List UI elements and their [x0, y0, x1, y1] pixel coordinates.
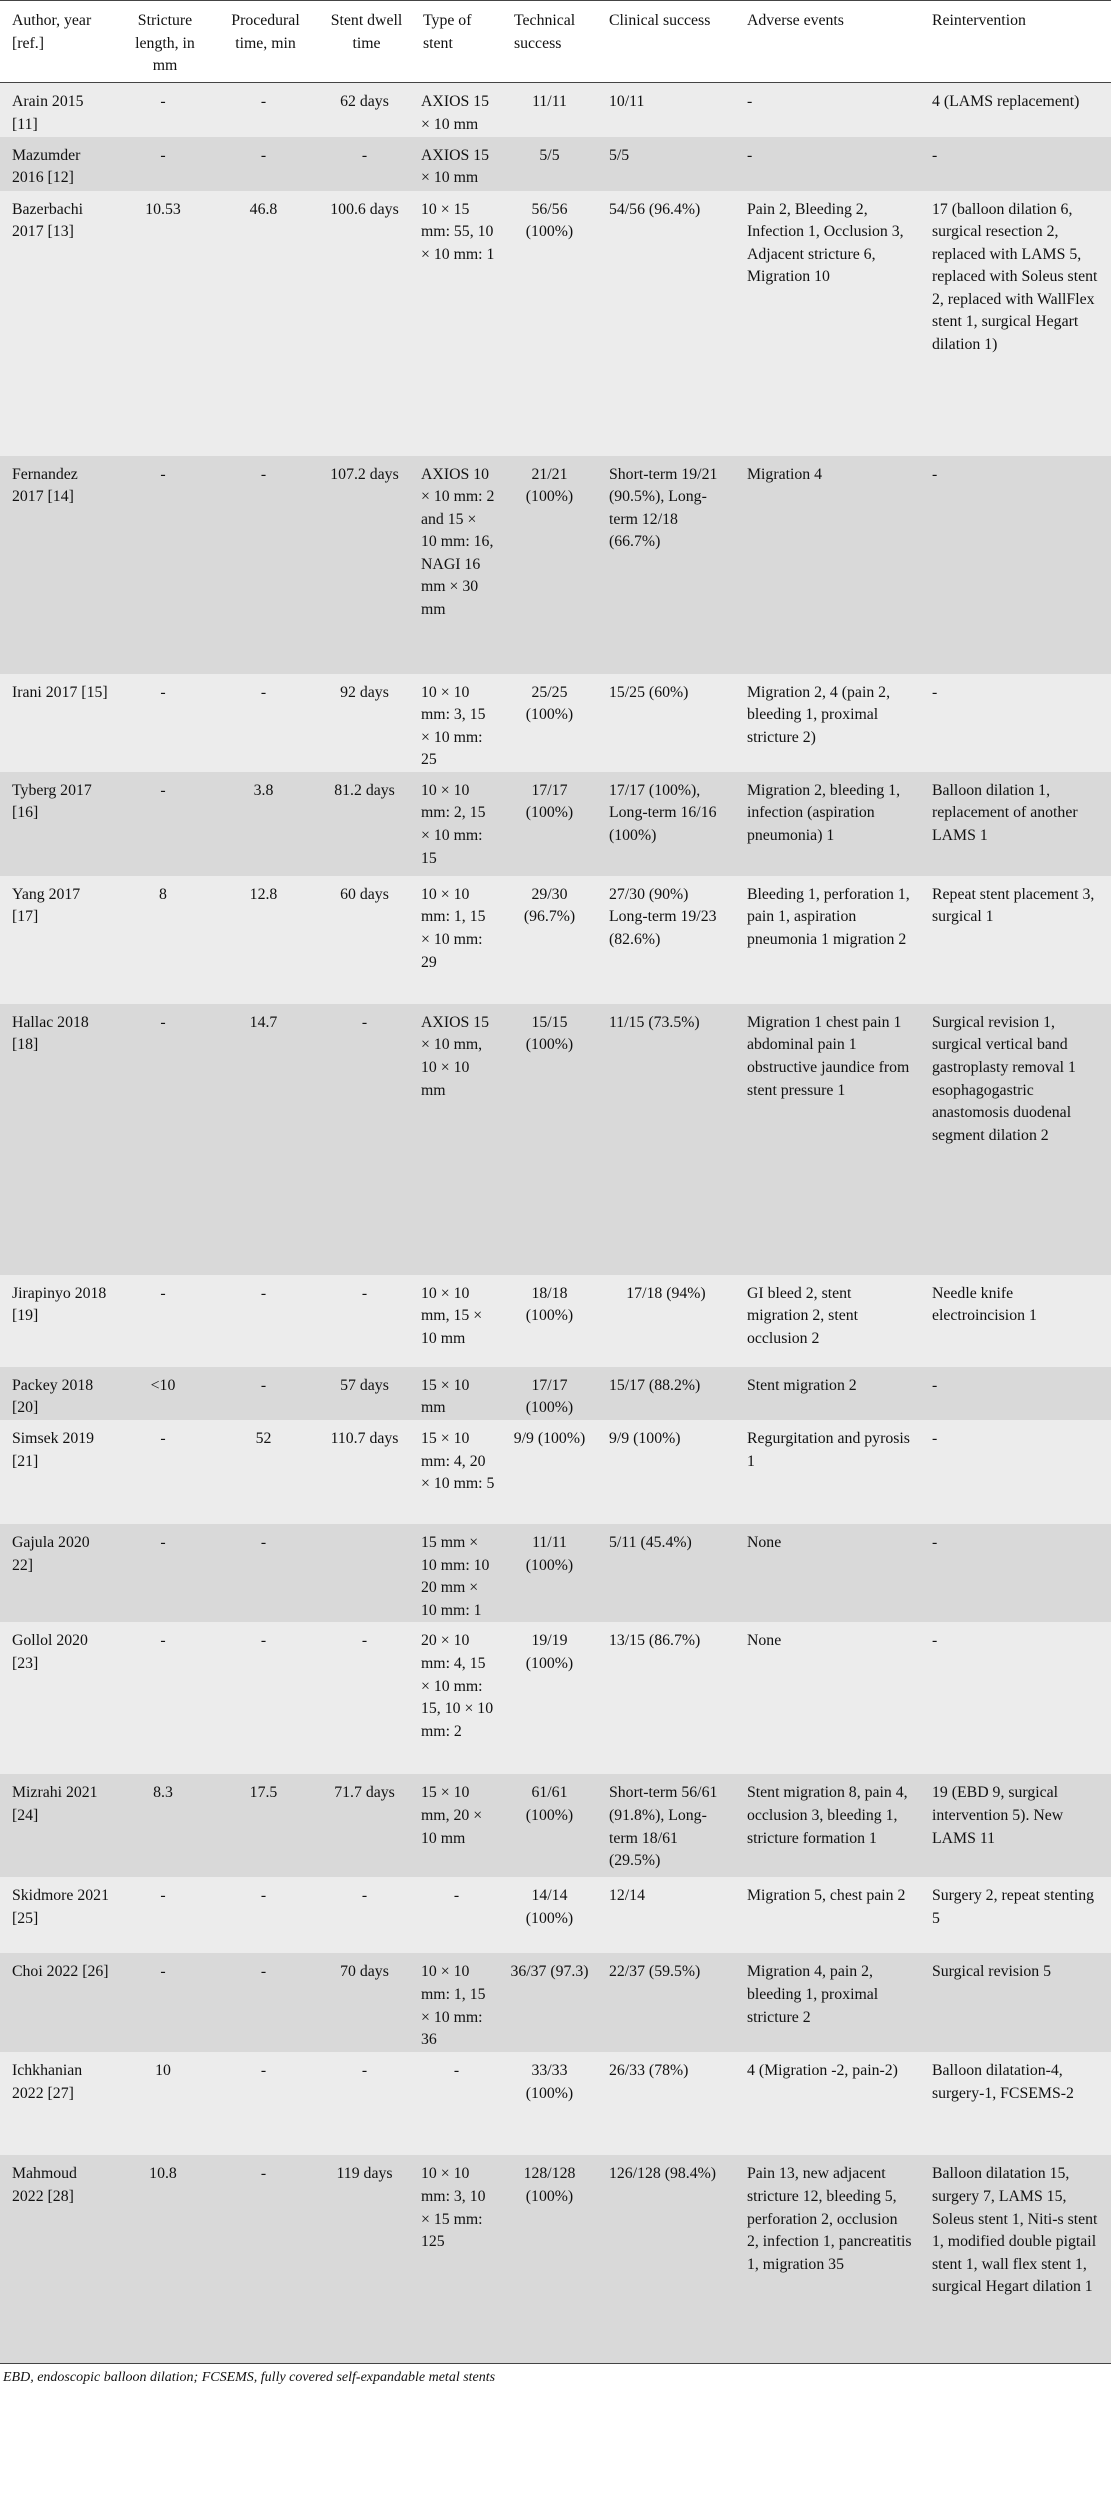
cell-type-of-stent: 10 × 10 mm, 15 × 10 mm	[411, 1275, 502, 1367]
header-type-of-stent: Type of stent	[411, 1, 502, 83]
cell-procedural-time: -	[209, 1524, 318, 1622]
cell-type-of-stent: 10 × 10 mm: 1, 15 × 10 mm: 36	[411, 1953, 502, 2052]
table-row	[0, 1622, 1111, 1774]
cell-technical-success: 36/37 (97.3)	[502, 1953, 597, 2052]
cell-procedural-time: -	[209, 456, 318, 674]
table-row	[0, 1524, 1111, 1622]
cell-stricture-length: -	[117, 1524, 209, 1622]
cell-author: Skidmore 2021 [25]	[0, 1877, 117, 1953]
cell-adverse-events: 4 (Migration -2, pain-2)	[735, 2052, 920, 2155]
cell-stricture-length: -	[117, 1877, 209, 1953]
cell-adverse-events: -	[735, 83, 920, 137]
cell-author: Ichkhanian 2022 [27]	[0, 2052, 117, 2155]
cell-technical-success: 61/61 (100%)	[502, 1774, 597, 1877]
cell-dwell-time: 62 days	[318, 83, 411, 137]
cell-procedural-time: -	[209, 137, 318, 191]
cell-reintervention: -	[920, 137, 1111, 191]
cell-dwell-time: -	[318, 1275, 411, 1367]
cell-reintervention: Balloon dilatation 15, surgery 7, LAMS 15, Soleus stent 1, Niti-s stent 1, modified double pigtail stent 1, wall flex stent 1, surgical Hegart dilation 1	[920, 2155, 1111, 2363]
cell-technical-success: 56/56 (100%)	[502, 191, 597, 456]
cell-stricture-length: -	[117, 83, 209, 137]
cell-procedural-time: -	[209, 1367, 318, 1420]
cell-type-of-stent: AXIOS 15 × 10 mm	[411, 137, 502, 191]
table-row	[0, 191, 1111, 456]
cell-type-of-stent: 15 × 10 mm, 20 × 10 mm	[411, 1774, 502, 1877]
cell-clinical-success: 13/15 (86.7%)	[597, 1622, 735, 1774]
cell-reintervention: 4 (LAMS replacement)	[920, 83, 1111, 137]
cell-type-of-stent: 20 × 10 mm: 4, 15 × 10 mm: 15, 10 × 10 mm: 2	[411, 1622, 502, 1774]
table-row	[0, 1953, 1111, 2052]
cell-stricture-length: 8	[117, 876, 209, 1004]
cell-procedural-time: -	[209, 1953, 318, 2052]
cell-reintervention: Surgery 2, repeat stenting 5	[920, 1877, 1111, 1953]
cell-technical-success: 17/17 (100%)	[502, 772, 597, 876]
table-row	[0, 1877, 1111, 1953]
cell-stricture-length: 10.53	[117, 191, 209, 456]
cell-dwell-time: -	[318, 2052, 411, 2155]
table-row	[0, 1367, 1111, 1420]
cell-author: Mahmoud 2022 [28]	[0, 2155, 117, 2363]
cell-dwell-time: 81.2 days	[318, 772, 411, 876]
cell-author: Gollol 2020 [23]	[0, 1622, 117, 1774]
cell-author: Fernandez 2017 [14]	[0, 456, 117, 674]
cell-dwell-time: 107.2 days	[318, 456, 411, 674]
cell-technical-success: 15/15 (100%)	[502, 1004, 597, 1275]
table-row	[0, 1420, 1111, 1524]
cell-type-of-stent: 10 × 10 mm: 1, 15 × 10 mm: 29	[411, 876, 502, 1004]
cell-adverse-events: Migration 4, pain 2, bleeding 1, proximal stricture 2	[735, 1953, 920, 2052]
table-row	[0, 1275, 1111, 1367]
cell-clinical-success: 17/18 (94%)	[597, 1275, 735, 1367]
header-stent-dwell-time: Stent dwell time	[318, 1, 411, 83]
table-row	[0, 2155, 1111, 2363]
cell-technical-success: 21/21 (100%)	[502, 456, 597, 674]
cell-technical-success: 11/11 (100%)	[502, 1524, 597, 1622]
cell-adverse-events: Migration 2, 4 (pain 2, bleeding 1, proximal stricture 2)	[735, 674, 920, 772]
cell-procedural-time: -	[209, 2052, 318, 2155]
cell-type-of-stent: 10 × 10 mm: 3, 15 × 10 mm: 25	[411, 674, 502, 772]
cell-type-of-stent: AXIOS 15 × 10 mm, 10 × 10 mm	[411, 1004, 502, 1275]
cell-clinical-success: 15/25 (60%)	[597, 674, 735, 772]
cell-adverse-events: Migration 5, chest pain 2	[735, 1877, 920, 1953]
header-adverse-events: Adverse events	[735, 1, 920, 83]
cell-author: Choi 2022 [26]	[0, 1953, 117, 2052]
cell-technical-success: 11/11	[502, 83, 597, 137]
cell-clinical-success: Short-term 19/21 (90.5%), Long-term 12/18 (66.7%)	[597, 456, 735, 674]
table-row	[0, 83, 1111, 137]
cell-dwell-time: -	[318, 1877, 411, 1953]
cell-reintervention: Needle knife electroincision 1	[920, 1275, 1111, 1367]
cell-stricture-length: 8.3	[117, 1774, 209, 1877]
cell-adverse-events: None	[735, 1622, 920, 1774]
cell-procedural-time: 12.8	[209, 876, 318, 1004]
cell-procedural-time: -	[209, 1877, 318, 1953]
cell-clinical-success: Short-term 56/61 (91.8%), Long-term 18/61 (29.5%)	[597, 1774, 735, 1877]
cell-type-of-stent: -	[411, 1877, 502, 1953]
cell-adverse-events: Pain 13, new adjacent stricture 12, bleeding 5, perforation 2, occlusion 2, infection 1, pancreatitis 1, migration 35	[735, 2155, 920, 2363]
cell-dwell-time	[318, 1524, 411, 1622]
cell-dwell-time: 110.7 days	[318, 1420, 411, 1524]
cell-reintervention: Surgical revision 5	[920, 1953, 1111, 2052]
cell-clinical-success: 22/37 (59.5%)	[597, 1953, 735, 2052]
cell-adverse-events: Bleeding 1, perforation 1, pain 1, aspiration pneumonia 1 migration 2	[735, 876, 920, 1004]
cell-technical-success: 14/14 (100%)	[502, 1877, 597, 1953]
cell-type-of-stent: AXIOS 10 × 10 mm: 2 and 15 × 10 mm: 16, NAGI 16 mm × 30 mm	[411, 456, 502, 674]
cell-stricture-length: -	[117, 456, 209, 674]
cell-procedural-time: 52	[209, 1420, 318, 1524]
cell-author: Arain 2015 [11]	[0, 83, 117, 137]
cell-adverse-events: Migration 2, bleeding 1, infection (aspiration pneumonia) 1	[735, 772, 920, 876]
cell-type-of-stent: 10 × 10 mm: 2, 15 × 10 mm: 15	[411, 772, 502, 876]
cell-dwell-time: 70 days	[318, 1953, 411, 2052]
cell-clinical-success: 126/128 (98.4%)	[597, 2155, 735, 2363]
header-procedural-time: Procedural time, min	[209, 1, 318, 83]
cell-reintervention: -	[920, 456, 1111, 674]
cell-dwell-time: 100.6 days	[318, 191, 411, 456]
cell-author: Packey 2018 [20]	[0, 1367, 117, 1420]
cell-procedural-time: -	[209, 83, 318, 137]
table-row	[0, 674, 1111, 772]
cell-author: Hallac 2018 [18]	[0, 1004, 117, 1275]
cell-technical-success: 9/9 (100%)	[502, 1420, 597, 1524]
cell-stricture-length: -	[117, 1004, 209, 1275]
table-row	[0, 772, 1111, 876]
cell-clinical-success: 9/9 (100%)	[597, 1420, 735, 1524]
cell-author: Gajula 2020 22]	[0, 1524, 117, 1622]
cell-clinical-success: 10/11	[597, 83, 735, 137]
cell-dwell-time: 119 days	[318, 2155, 411, 2363]
cell-clinical-success: 12/14	[597, 1877, 735, 1953]
cell-reintervention: -	[920, 674, 1111, 772]
cell-clinical-success: 27/30 (90%) Long-term 19/23 (82.6%)	[597, 876, 735, 1004]
cell-type-of-stent: 10 × 15 mm: 55, 10 × 10 mm: 1	[411, 191, 502, 456]
table-row	[0, 2052, 1111, 2155]
cell-type-of-stent: -	[411, 2052, 502, 2155]
cell-procedural-time: -	[209, 2155, 318, 2363]
table-header-row	[0, 1, 1111, 83]
cell-reintervention: 17 (balloon dilation 6, surgical resection 2, replaced with LAMS 5, replaced with Soleus stent 2, replaced with WallFlex stent 1, surgical Hegart dilation 1)	[920, 191, 1111, 456]
cell-dwell-time: 71.7 days	[318, 1774, 411, 1877]
cell-stricture-length: -	[117, 674, 209, 772]
cell-type-of-stent: AXIOS 15 × 10 mm	[411, 83, 502, 137]
cell-clinical-success: 17/17 (100%), Long-term 16/16 (100%)	[597, 772, 735, 876]
cell-technical-success: 18/18 (100%)	[502, 1275, 597, 1367]
cell-clinical-success: 15/17 (88.2%)	[597, 1367, 735, 1420]
cell-dwell-time: 60 days	[318, 876, 411, 1004]
cell-type-of-stent: 10 × 10 mm: 3, 10 × 15 mm: 125	[411, 2155, 502, 2363]
cell-reintervention: -	[920, 1420, 1111, 1524]
table-row	[0, 1774, 1111, 1877]
cell-technical-success: 19/19 (100%)	[502, 1622, 597, 1774]
cell-technical-success: 128/128 (100%)	[502, 2155, 597, 2363]
cell-adverse-events: Migration 1 chest pain 1 abdominal pain 1 obstructive jaundice from stent pressure 1	[735, 1004, 920, 1275]
cell-author: Simsek 2019 [21]	[0, 1420, 117, 1524]
cell-dwell-time: 57 days	[318, 1367, 411, 1420]
table-row	[0, 137, 1111, 191]
cell-stricture-length: -	[117, 772, 209, 876]
cell-procedural-time: 3.8	[209, 772, 318, 876]
cell-author: Bazerbachi 2017 [13]	[0, 191, 117, 456]
table-row	[0, 1004, 1111, 1275]
cell-author: Mazumder 2016 [12]	[0, 137, 117, 191]
cell-adverse-events: Stent migration 2	[735, 1367, 920, 1420]
cell-technical-success: 29/30 (96.7%)	[502, 876, 597, 1004]
header-author: Author, year [ref.]	[0, 1, 117, 83]
cell-clinical-success: 5/11 (45.4%)	[597, 1524, 735, 1622]
cell-adverse-events: GI bleed 2, stent migration 2, stent occlusion 2	[735, 1275, 920, 1367]
cell-reintervention: Balloon dilatation-4, surgery-1, FCSEMS-2	[920, 2052, 1111, 2155]
cell-reintervention: Balloon dilation 1, replacement of another LAMS 1	[920, 772, 1111, 876]
cell-technical-success: 33/33 (100%)	[502, 2052, 597, 2155]
cell-reintervention: 19 (EBD 9, surgical intervention 5). New LAMS 11	[920, 1774, 1111, 1877]
cell-stricture-length: 10	[117, 2052, 209, 2155]
cell-author: Yang 2017 [17]	[0, 876, 117, 1004]
cell-clinical-success: 54/56 (96.4%)	[597, 191, 735, 456]
cell-clinical-success: 11/15 (73.5%)	[597, 1004, 735, 1275]
cell-author: Tyberg 2017 [16]	[0, 772, 117, 876]
cell-technical-success: 5/5	[502, 137, 597, 191]
cell-procedural-time: 17.5	[209, 1774, 318, 1877]
cell-procedural-time: 46.8	[209, 191, 318, 456]
cell-adverse-events: Pain 2, Bleeding 2, Infection 1, Occlusion 3, Adjacent stricture 6, Migration 10	[735, 191, 920, 456]
table-footnote: EBD, endoscopic balloon dilation; FCSEMS, fully covered self-expandable metal stents	[3, 2369, 496, 2385]
cell-procedural-time: -	[209, 1622, 318, 1774]
cell-stricture-length: -	[117, 1275, 209, 1367]
cell-stricture-length: -	[117, 1622, 209, 1774]
header-technical-success: Technical success	[502, 1, 597, 83]
cell-procedural-time: -	[209, 674, 318, 772]
cell-author: Mizrahi 2021 [24]	[0, 1774, 117, 1877]
cell-adverse-events: -	[735, 137, 920, 191]
cell-type-of-stent: 15 × 10 mm: 4, 20 × 10 mm: 5	[411, 1420, 502, 1524]
cell-author: Jirapinyo 2018 [19]	[0, 1275, 117, 1367]
cell-clinical-success: 26/33 (78%)	[597, 2052, 735, 2155]
cell-type-of-stent: 15 mm × 10 mm: 10 20 mm × 10 mm: 1	[411, 1524, 502, 1622]
cell-dwell-time: 92 days	[318, 674, 411, 772]
cell-author: Irani 2017 [15]	[0, 674, 117, 772]
cell-dwell-time: -	[318, 1004, 411, 1275]
cell-dwell-time: -	[318, 1622, 411, 1774]
cell-clinical-success: 5/5	[597, 137, 735, 191]
table-row	[0, 456, 1111, 674]
cell-dwell-time: -	[318, 137, 411, 191]
cell-reintervention: -	[920, 1524, 1111, 1622]
cell-reintervention: Repeat stent placement 3, surgical 1	[920, 876, 1111, 1004]
cell-type-of-stent: 15 × 10 mm	[411, 1367, 502, 1420]
header-stricture-length: Stricture length, in mm	[117, 1, 209, 83]
cell-adverse-events: Stent migration 8, pain 4, occlusion 3, bleeding 1, stricture formation 1	[735, 1774, 920, 1877]
cell-stricture-length: -	[117, 137, 209, 191]
cell-technical-success: 25/25 (100%)	[502, 674, 597, 772]
header-clinical-success: Clinical success	[597, 1, 735, 83]
cell-stricture-length: <10	[117, 1367, 209, 1420]
cell-stricture-length: -	[117, 1953, 209, 2052]
cell-stricture-length: 10.8	[117, 2155, 209, 2363]
header-reintervention: Reintervention	[920, 1, 1111, 83]
cell-procedural-time: -	[209, 1275, 318, 1367]
cell-reintervention: Surgical revision 1, surgical vertical band gastroplasty removal 1 esophagogastric anastomosis duodenal segment dilation 2	[920, 1004, 1111, 1275]
cell-adverse-events: None	[735, 1524, 920, 1622]
cell-adverse-events: Regurgitation and pyrosis 1	[735, 1420, 920, 1524]
cell-reintervention: -	[920, 1367, 1111, 1420]
table-row	[0, 876, 1111, 1004]
cell-adverse-events: Migration 4	[735, 456, 920, 674]
cell-reintervention: -	[920, 1622, 1111, 1774]
cell-procedural-time: 14.7	[209, 1004, 318, 1275]
cell-stricture-length: -	[117, 1420, 209, 1524]
cell-technical-success: 17/17 (100%)	[502, 1367, 597, 1420]
